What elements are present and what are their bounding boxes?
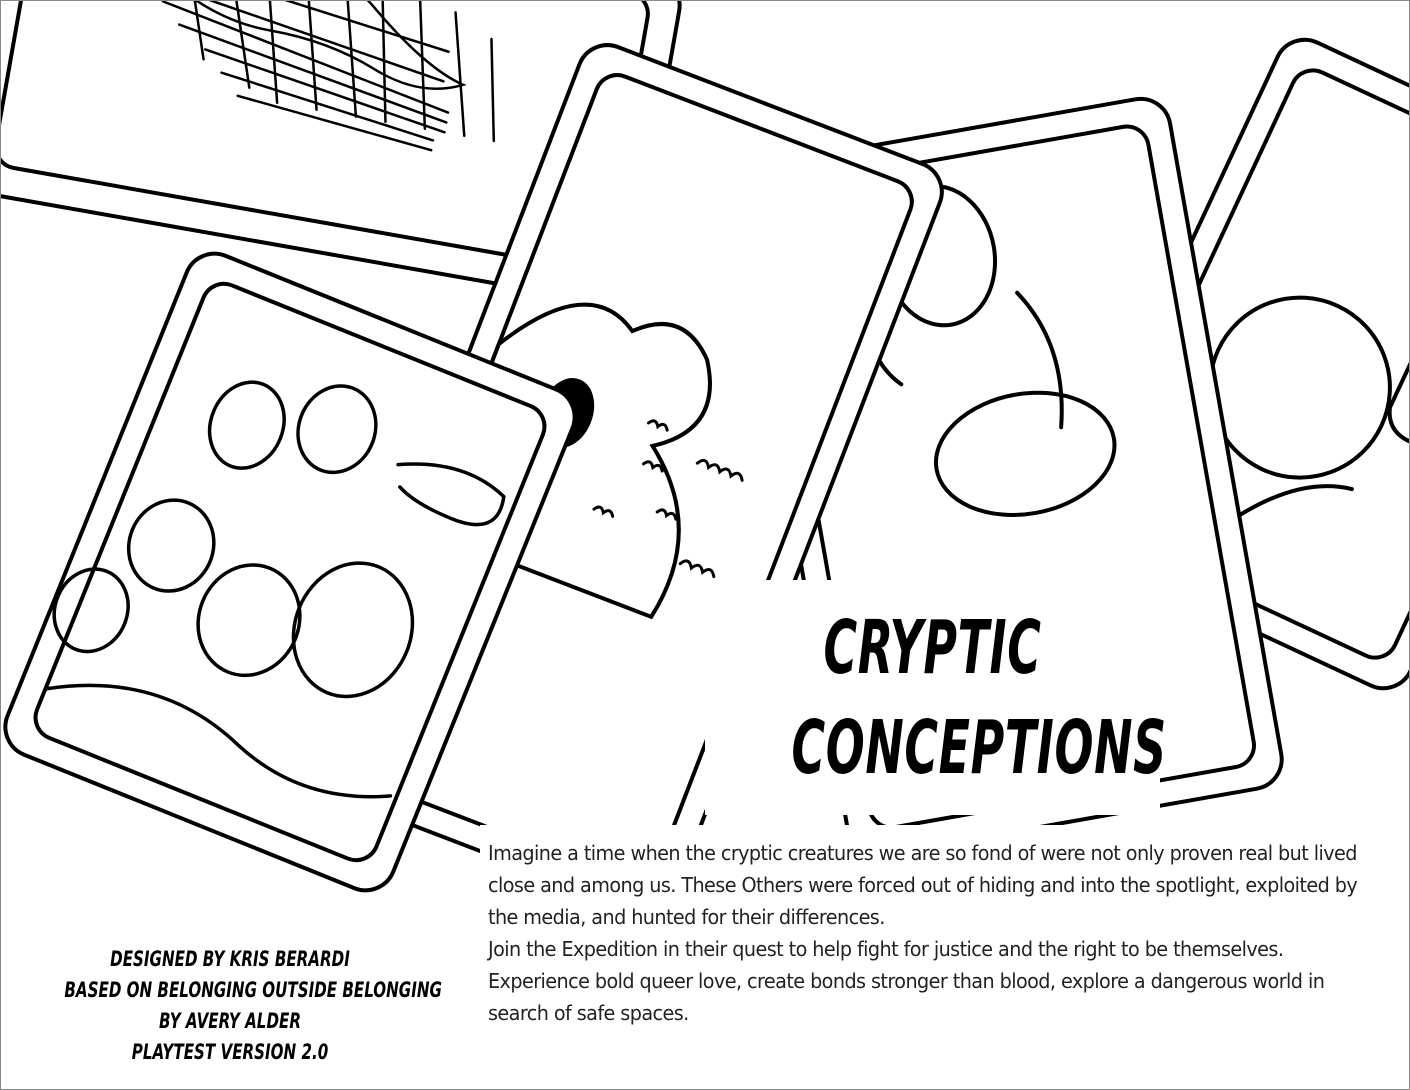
credit-based-on: BASED ON BELONGING OUTSIDE BELONGING	[64, 978, 442, 1002]
title-line-2: CONCEPTIONS	[791, 705, 1167, 791]
credit-original-author: BY AVERY ALDER	[159, 1009, 301, 1033]
title-line-1: CRYPTIC	[823, 605, 1042, 691]
credit-version: PLAYTEST VERSION 2.0	[131, 1040, 329, 1064]
credits	[0, 912, 460, 1090]
blurb-paragraph-2: Join the Expedition in their quest to help fight for justice and the right to be themselves. Experience bold queer love, create bonds stronger than blood, explore a dangerous world in search of safe spaces.	[488, 937, 1325, 1025]
blurb	[480, 825, 1410, 1050]
blurb-paragraph-1: Imagine a time when the cryptic creatures we are so fond of were not only proven real but lived close and among us. These Others were forced out of hiding and into the spotlight, exploited by the media, and hunted for their differences.	[488, 841, 1358, 929]
credit-designer: DESIGNED BY KRIS BERARDI	[110, 947, 350, 971]
title-box	[705, 580, 1167, 815]
